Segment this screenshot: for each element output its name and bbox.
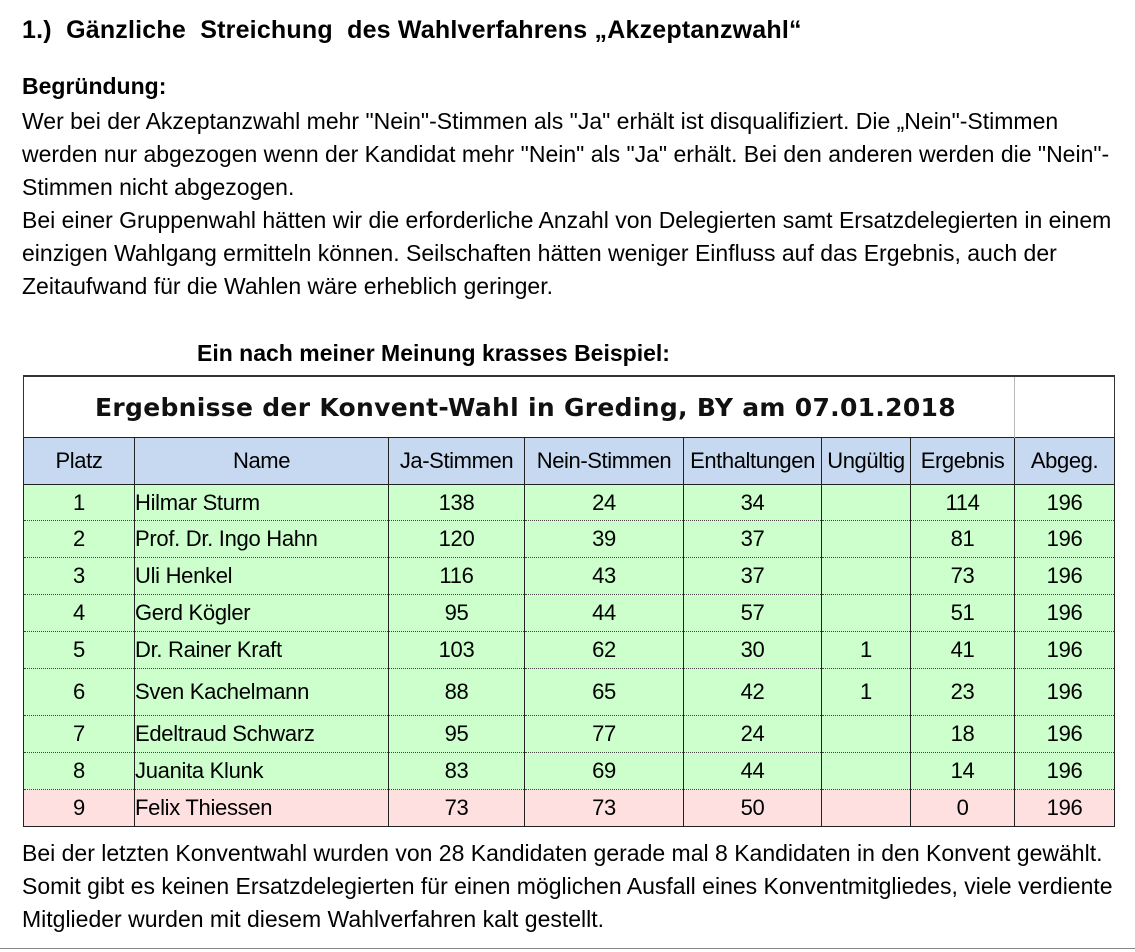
table-row — [24, 753, 1115, 790]
cell-name: Uli Henkel — [135, 558, 389, 595]
table-row — [24, 595, 1115, 632]
header-nein-stimmen: Nein-Stimmen — [525, 438, 684, 485]
cell-name: Hilmar Sturm — [135, 485, 389, 521]
cell-nein-stimmen: 43 — [525, 558, 684, 595]
header-ja-stimmen: Ja-Stimmen — [389, 438, 525, 485]
cell-platz: 5 — [24, 632, 135, 669]
cell-abgegeben: 196 — [1015, 485, 1115, 521]
cell-ja-stimmen: 95 — [389, 595, 525, 632]
cell-ungueltig — [822, 790, 911, 827]
table-body — [24, 485, 1115, 827]
cell-ungueltig — [822, 753, 911, 790]
cell-enthaltungen: 44 — [684, 753, 822, 790]
reason-paragraph-2: Bei einer Gruppenwahl hätten wir die erforderliche Anzahl von Delegierten samt Ersatzdelegierten in einem einzigen Wahlgang ermitteln können. Seilschaften hätten weniger Einfluss auf das Ergebnis, auch der Zeitaufwand für die Wahlen wäre erheblich geringer. — [22, 207, 1112, 299]
cell-ja-stimmen: 138 — [389, 485, 525, 521]
header-name: Name — [135, 438, 389, 485]
cell-name: Edeltraud Schwarz — [135, 716, 389, 753]
cell-ergebnis: 18 — [911, 716, 1015, 753]
cell-abgegeben: 196 — [1015, 521, 1115, 558]
cell-nein-stimmen: 24 — [525, 485, 684, 521]
cell-platz: 2 — [24, 521, 135, 558]
cell-ergebnis: 14 — [911, 753, 1015, 790]
cell-enthaltungen: 57 — [684, 595, 822, 632]
cell-enthaltungen: 24 — [684, 716, 822, 753]
cell-ungueltig — [822, 521, 911, 558]
table-row — [24, 669, 1115, 716]
cell-platz: 9 — [24, 790, 135, 827]
cell-nein-stimmen: 73 — [525, 790, 684, 827]
cell-ergebnis: 41 — [911, 632, 1015, 669]
cell-nein-stimmen: 65 — [525, 669, 684, 716]
cell-name: Gerd Kögler — [135, 595, 389, 632]
cell-ungueltig — [822, 716, 911, 753]
bottom-divider — [0, 948, 1135, 949]
cell-ja-stimmen: 73 — [389, 790, 525, 827]
cell-platz: 6 — [24, 669, 135, 716]
cell-abgegeben: 196 — [1015, 558, 1115, 595]
table-header-row — [24, 438, 1115, 485]
cell-abgegeben: 196 — [1015, 595, 1115, 632]
cell-ja-stimmen: 120 — [389, 521, 525, 558]
table-row — [24, 632, 1115, 669]
cell-ergebnis: 0 — [911, 790, 1015, 827]
cell-ergebnis: 23 — [911, 669, 1015, 716]
cell-ja-stimmen: 83 — [389, 753, 525, 790]
cell-enthaltungen: 37 — [684, 521, 822, 558]
cell-abgegeben: 196 — [1015, 790, 1115, 827]
header-ergebnis: Ergebnis — [911, 438, 1015, 485]
table-row — [24, 521, 1115, 558]
cell-nein-stimmen: 69 — [525, 753, 684, 790]
cell-platz: 8 — [24, 753, 135, 790]
cell-ungueltig: 1 — [822, 632, 911, 669]
cell-platz: 4 — [24, 595, 135, 632]
cell-ergebnis: 114 — [911, 485, 1015, 521]
cell-ungueltig — [822, 558, 911, 595]
reason-label: Begründung: — [22, 73, 167, 99]
cell-ja-stimmen: 116 — [389, 558, 525, 595]
cell-nein-stimmen: 62 — [525, 632, 684, 669]
cell-name: Felix Thiessen — [135, 790, 389, 827]
table-title-row — [24, 376, 1115, 438]
reason-paragraph-1: Wer bei der Akzeptanzwahl mehr "Nein"-Stimmen als "Ja" erhält ist disqualifiziert. Die „Nein"-Stimmen werden nur abgezogen wenn der Kandidat mehr "Nein" als "Ja" erhält. Bei den anderen werden die "Nein"-Stimmen nicht abgezogen. — [22, 108, 1110, 200]
table-row — [24, 790, 1115, 827]
table-title: Ergebnisse der Konvent-Wahl in Greding, BY am 07.01.2018 — [24, 376, 1015, 438]
election-results-table — [23, 375, 1115, 827]
table-title-empty-cell — [1015, 376, 1115, 438]
cell-ungueltig — [822, 595, 911, 632]
table-row — [24, 558, 1115, 595]
cell-platz: 7 — [24, 716, 135, 753]
cell-enthaltungen: 34 — [684, 485, 822, 521]
cell-name: Prof. Dr. Ingo Hahn — [135, 521, 389, 558]
cell-enthaltungen: 30 — [684, 632, 822, 669]
cell-ergebnis: 81 — [911, 521, 1015, 558]
header-enthaltungen: Enthaltungen — [684, 438, 822, 485]
cell-ja-stimmen: 88 — [389, 669, 525, 716]
cell-enthaltungen: 37 — [684, 558, 822, 595]
cell-ungueltig — [822, 485, 911, 521]
cell-nein-stimmen: 77 — [525, 716, 684, 753]
cell-ungueltig: 1 — [822, 669, 911, 716]
cell-abgegeben: 196 — [1015, 716, 1115, 753]
cell-platz: 1 — [24, 485, 135, 521]
cell-abgegeben: 196 — [1015, 632, 1115, 669]
cell-ergebnis: 73 — [911, 558, 1015, 595]
cell-nein-stimmen: 44 — [525, 595, 684, 632]
page-heading: 1.) Gänzliche Streichung des Wahlverfahrens „Akzeptanzwahl“ — [22, 16, 802, 44]
cell-platz: 3 — [24, 558, 135, 595]
example-title: Ein nach meiner Meinung krasses Beispiel: — [197, 340, 670, 366]
cell-name: Dr. Rainer Kraft — [135, 632, 389, 669]
cell-enthaltungen: 42 — [684, 669, 822, 716]
cell-name: Juanita Klunk — [135, 753, 389, 790]
conclusion-paragraph: Bei der letzten Konventwahl wurden von 28 Kandidaten gerade mal 8 Kandidaten in den Konvent gewählt. Somit gibt es keinen Ersatzdelegierten für einen möglichen Ausfall eines Konventmitgliedes, viele verdiente Mitglieder wurden mit diesem Wahlverfahren kalt gestellt. — [22, 840, 1113, 932]
header-platz: Platz — [24, 438, 135, 485]
cell-ergebnis: 51 — [911, 595, 1015, 632]
cell-name: Sven Kachelmann — [135, 669, 389, 716]
cell-nein-stimmen: 39 — [525, 521, 684, 558]
table-row — [24, 485, 1115, 521]
header-ungueltig: Ungültig — [822, 438, 911, 485]
cell-abgegeben: 196 — [1015, 753, 1115, 790]
cell-ja-stimmen: 103 — [389, 632, 525, 669]
cell-ja-stimmen: 95 — [389, 716, 525, 753]
header-abgegeben: Abgeg. — [1015, 438, 1115, 485]
cell-abgegeben: 196 — [1015, 669, 1115, 716]
cell-enthaltungen: 50 — [684, 790, 822, 827]
table-row — [24, 716, 1115, 753]
